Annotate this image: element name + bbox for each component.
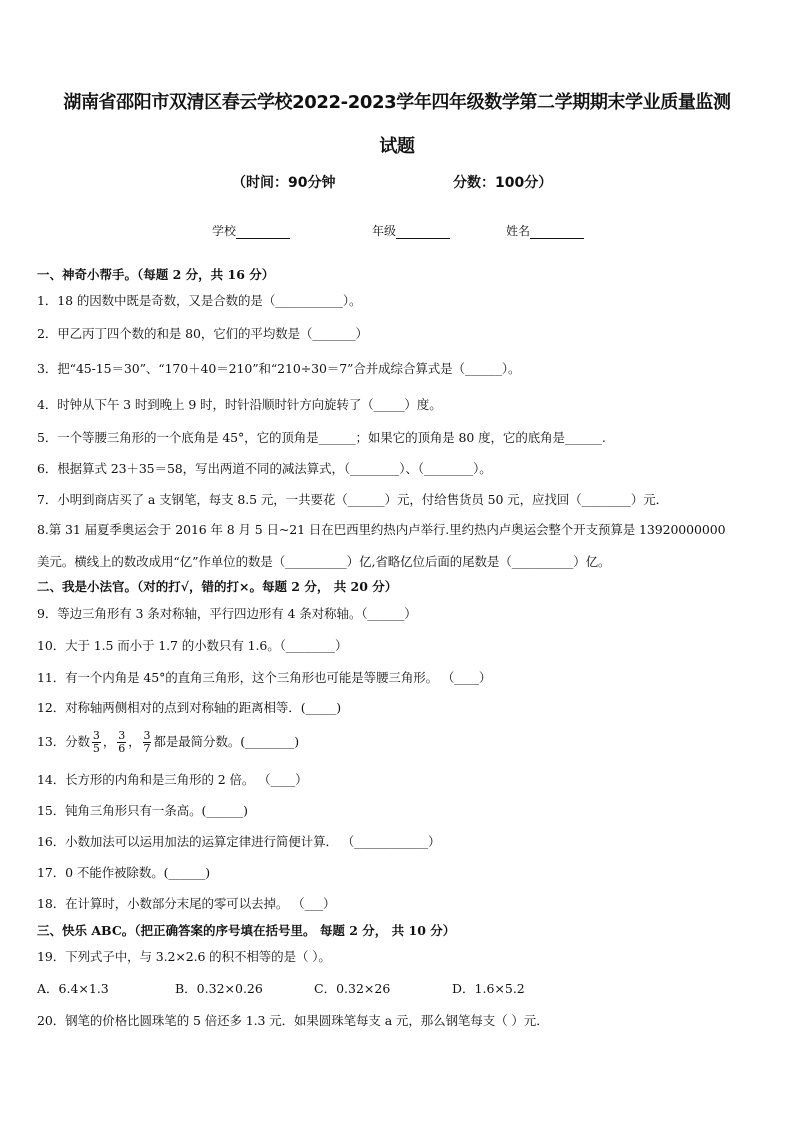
name-blank[interactable] [530,225,584,239]
section-1-heading: 一、神奇小帮手。（每题 2 分，共 16 分） [37,267,275,282]
school-blank[interactable] [236,225,290,239]
fraction-numerator: 3 [92,729,100,742]
fraction-separator: ， [128,734,141,749]
question-13-prefix: 13．分数 [37,734,90,749]
question-8-line-1: 8.第 31 届夏季奥运会于 2016 年 8 月 5 日~21 日在巴西里约热内卢举行.里约热内卢奥运会整个开支预算是 13920000000 [37,522,726,537]
question-4: 4．时钟从下午 3 时到晚上 9 时，时针沿顺时针方向旋转了（_____）度。 [37,397,442,412]
name-field [506,222,584,239]
question-19: 19．下列式子中，与 3.2×2.6 的积不相等的是（ ）。 [37,949,331,964]
exam-title-line-1: 湖南省邵阳市双清区春云学校2022-2023学年四年级数学第二学期期末学业质量监测 [63,92,731,113]
question-12: 12．对称轴两侧相对的点到对称轴的距离相等．(_____) [37,700,342,715]
name-label: 姓名 [506,224,531,238]
fraction-3-5 [92,730,101,755]
fraction-numerator: 3 [118,729,126,742]
option-a: A．6.4×1.3 [37,981,109,996]
question-3: 3．把“45-15＝30”、“170＋40＝210”和“210÷30＝7”合并成综合算式是（______）。 [37,361,521,376]
question-14: 14．长方形的内角和是三角形的 2 倍。 （____） [37,772,308,787]
fraction-3-7 [143,730,152,755]
option-b: B．0.32×0.26 [175,981,263,996]
grade-label: 年级 [372,224,397,238]
question-13 [37,730,299,755]
question-20: 20．钢笔的价格比圆珠笔的 5 倍还多 1.3 元．如果圆珠笔每支 a 元，那么钢笔每支（ ）元． [37,1013,549,1028]
fraction-denominator: 5 [92,742,100,755]
option-c: C．0.32×26 [314,981,391,996]
fraction-numerator: 3 [143,729,151,742]
question-18: 18．在计算时，小数部分末尾的零可以去掉。 （___） [37,896,336,911]
school-label: 学校 [212,224,237,238]
time-limit: （时间：90分钟 [232,175,336,191]
question-11: 11．有一个内角是 45°的直角三角形，这个三角形也可能是等腰三角形。 （____） [37,670,492,685]
school-field [212,222,290,239]
section-2-heading: 二、我是小法官。（对的打√，错的打×。每题 2 分， 共 20 分） [37,579,398,594]
fraction-3-6 [117,730,126,755]
question-13-suffix: 都是最简分数。(________) [153,734,299,749]
question-17: 17．0 不能作被除数。(______) [37,865,211,880]
question-7: 7．小明到商店买了 a 支钢笔，每支 8.5 元，一共要花（______）元，付给售货员 50 元，应找回（________）元． [37,492,669,507]
fraction-denominator: 6 [118,742,126,755]
question-16: 16．小数加法可以运用加法的运算定律进行简便计算． （____________） [37,834,441,849]
option-d: D．1.6×5.2 [452,981,525,996]
question-9: 9．等边三角形有 3 条对称轴，平行四边形有 4 条对称轴。（______） [37,606,417,621]
question-1: 1．18 的因数中既是奇数，又是合数的是（___________）。 [37,293,362,308]
question-6: 6．根据算式 23＋35＝58，写出两道不同的减法算式，（________）、（________）。 [37,461,492,476]
section-3-heading: 三、快乐 ABC。（把正确答案的序号填在括号里。 每题 2 分， 共 10 分） [37,923,456,938]
grade-blank[interactable] [396,225,450,239]
fraction-separator: ， [102,734,116,749]
question-10: 10．大于 1.5 而小于 1.7 的小数只有 1.6。（________） [37,638,348,653]
question-2: 2．甲乙丙丁四个数的和是 80，它们的平均数是（_______） [37,326,368,341]
total-score: 分数：100分） [453,175,553,191]
question-5: 5．一个等腰三角形的一个底角是 45°，它的顶角是______；如果它的顶角是 80 度，它的底角是______. [37,430,606,445]
fraction-denominator: 7 [143,742,151,755]
question-15: 15．钝角三角形只有一条高。(______) [37,803,248,818]
exam-title-line-2: 试题 [379,136,415,157]
grade-field [372,222,450,239]
question-8-line-2: 美元。横线上的数改成用“亿”作单位的数是（__________）亿,省略亿位后面的尾数是（__________）亿。 [37,554,611,569]
